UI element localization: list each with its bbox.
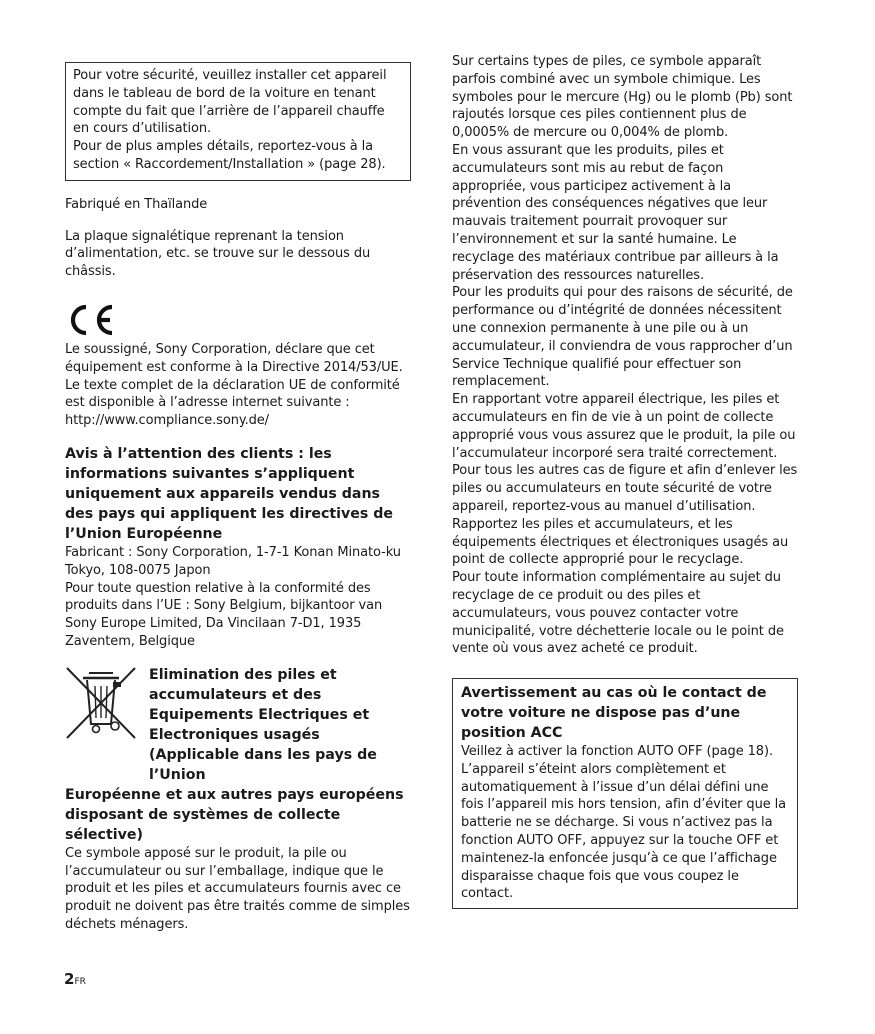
safety-notice-box [65, 62, 411, 181]
eu-notice-heading: Avis à l’attention des clients : les informations suivantes s’appliquent uniquement aux appareils vendus dans des pays qui appliquent les directives de l’Union Européenne [65, 445, 394, 542]
acc-warning-box [452, 678, 798, 909]
eu-contact-text: Pour toute question relative à la conformité des produits dans l’UE : Sony Belgium, bijkantoor van Sony Europe Limited, Da Vincilaan 7-D1, 1935 Zaventem, Belgique [65, 580, 383, 649]
left-column [65, 62, 411, 934]
nameplate-text: La plaque signalétique reprenant la tension d’alimentation, etc. se trouve sur le dessous du châssis. [65, 228, 371, 280]
manufacturer-text: Fabricant : Sony Corporation, 1-7-1 Konan Minato-ku Tokyo, 108-0075 Japon [65, 544, 401, 578]
chemical-symbol-paragraph: Sur certains types de piles, ce symbole apparaît parfois combiné avec un symbole chimique. Les symboles pour le mercure (Hg) ou le plomb (Pb) sont rajoutés lorsque ces piles contiennent plus de 0,0005% de mercure ou 0,004% de plomb. [452, 54, 793, 141]
disposal-section [65, 665, 411, 934]
recycling-paragraph: Rapportez les piles et accumulateurs, et les équipements électriques et électroniques usagés au point de collecte approprié pour le recyclage. [452, 516, 789, 568]
environment-paragraph: En vous assurant que les produits, piles et accumulateurs sont mis au rebut de façon appropriée, vous participez activement à la prévention des conséquences négatives que leur mauvais traitement pourrait provoquer sur l’environnement et sur la santé humaine. Le recyclage des matériaux contribue par ailleurs à la préservation des ressources naturelles. [452, 142, 779, 283]
safety-notice-text: Pour votre sécurité, veuillez installer cet appareil dans le tableau de bord de la voiture en tenant compte du fait que l’arrière de l’appareil chauffe en cours d’utilisation. [73, 68, 387, 137]
right-column [452, 53, 798, 909]
collection-point-paragraph: En rapportant votre appareil électrique, les piles et accumulateurs en fin de vie à un point de collecte approprié vous vous assurez que le produit, la pile ou l’accumulateur incorporé sera traité correctement. [452, 392, 796, 461]
ce-mark-icon [65, 303, 411, 337]
acc-warning-heading: Avertissement au cas où le contact de votre voiture ne dispose pas d’une position ACC [461, 685, 767, 742]
crossed-out-bin-icon [65, 664, 137, 742]
disposal-heading-top: Elimination des piles et accumulateurs et des Equipements Electriques et Electroniques usagés (Applicable dans les pays de l’Union [149, 666, 377, 783]
declaration-url-text: Le texte complet de la déclaration UE de conformité est disponible à l’adresse internet suivante : http://www.compliance.sony.de/ [65, 377, 400, 429]
safety-notice-reference: Pour de plus amples détails, reportez-vous à la section « Raccordement/Installation » (page 28). [73, 139, 386, 172]
manual-removal-paragraph: Pour tous les autres cas de figure et afin d’enlever les piles ou accumulateurs en toute sécurité de votre appareil, reportez-vous au manuel d’utilisation. [452, 463, 798, 514]
more-info-paragraph: Pour toute information complémentaire au sujet du recyclage de ce produit ou des piles et accumulateurs, vous pouvez contacter votre municipalité, votre déchetterie locale ou le point de vente où vous avez acheté ce produit. [452, 570, 784, 657]
page-number [64, 970, 86, 988]
acc-warning-body: Veillez à activer la fonction AUTO OFF (page 18). L’appareil s’éteint alors complètement et automatiquement à l’issue d’un délai défini une fois l’appareil mis hors tension, afin d’éviter que la batterie ne se décharge. Si vous n’activez pas la fonction AUTO OFF, appuyez sur la touche OFF et maintenez-la enfoncée jusqu’à ce que l’affichage disparaisse chaque fois que vous coupez le contact. [461, 744, 787, 902]
page-number-value: 2 [64, 970, 75, 988]
disposal-heading-bottom: Européenne et aux autres pays européens disposant de systèmes de collecte sélective) [65, 786, 404, 843]
disposal-body-text: Ce symbole apposé sur le produit, la pile ou l’accumulateur ou sur l’emballage, indique que le produit et les piles et accumulateurs fournis avec ce produit ne doivent pas être traités comme de simples déchets ménagers. [65, 845, 410, 932]
made-in-text: Fabriqué en Thaïlande [65, 196, 208, 212]
page-language-suffix: FR [74, 977, 86, 987]
permanent-battery-paragraph: Pour les produits qui pour des raisons de sécurité, de performance ou d’intégrité de données nécessitent une connexion permanente à une pile ou à un accumulateur, il conviendra de vous rapprocher d’un Service Technique qualifié pour effectuer son remplacement. [452, 285, 793, 390]
declaration-text: Le soussigné, Sony Corporation, déclare que cet équipement est conforme à la Directive 2014/53/UE. [65, 341, 403, 375]
